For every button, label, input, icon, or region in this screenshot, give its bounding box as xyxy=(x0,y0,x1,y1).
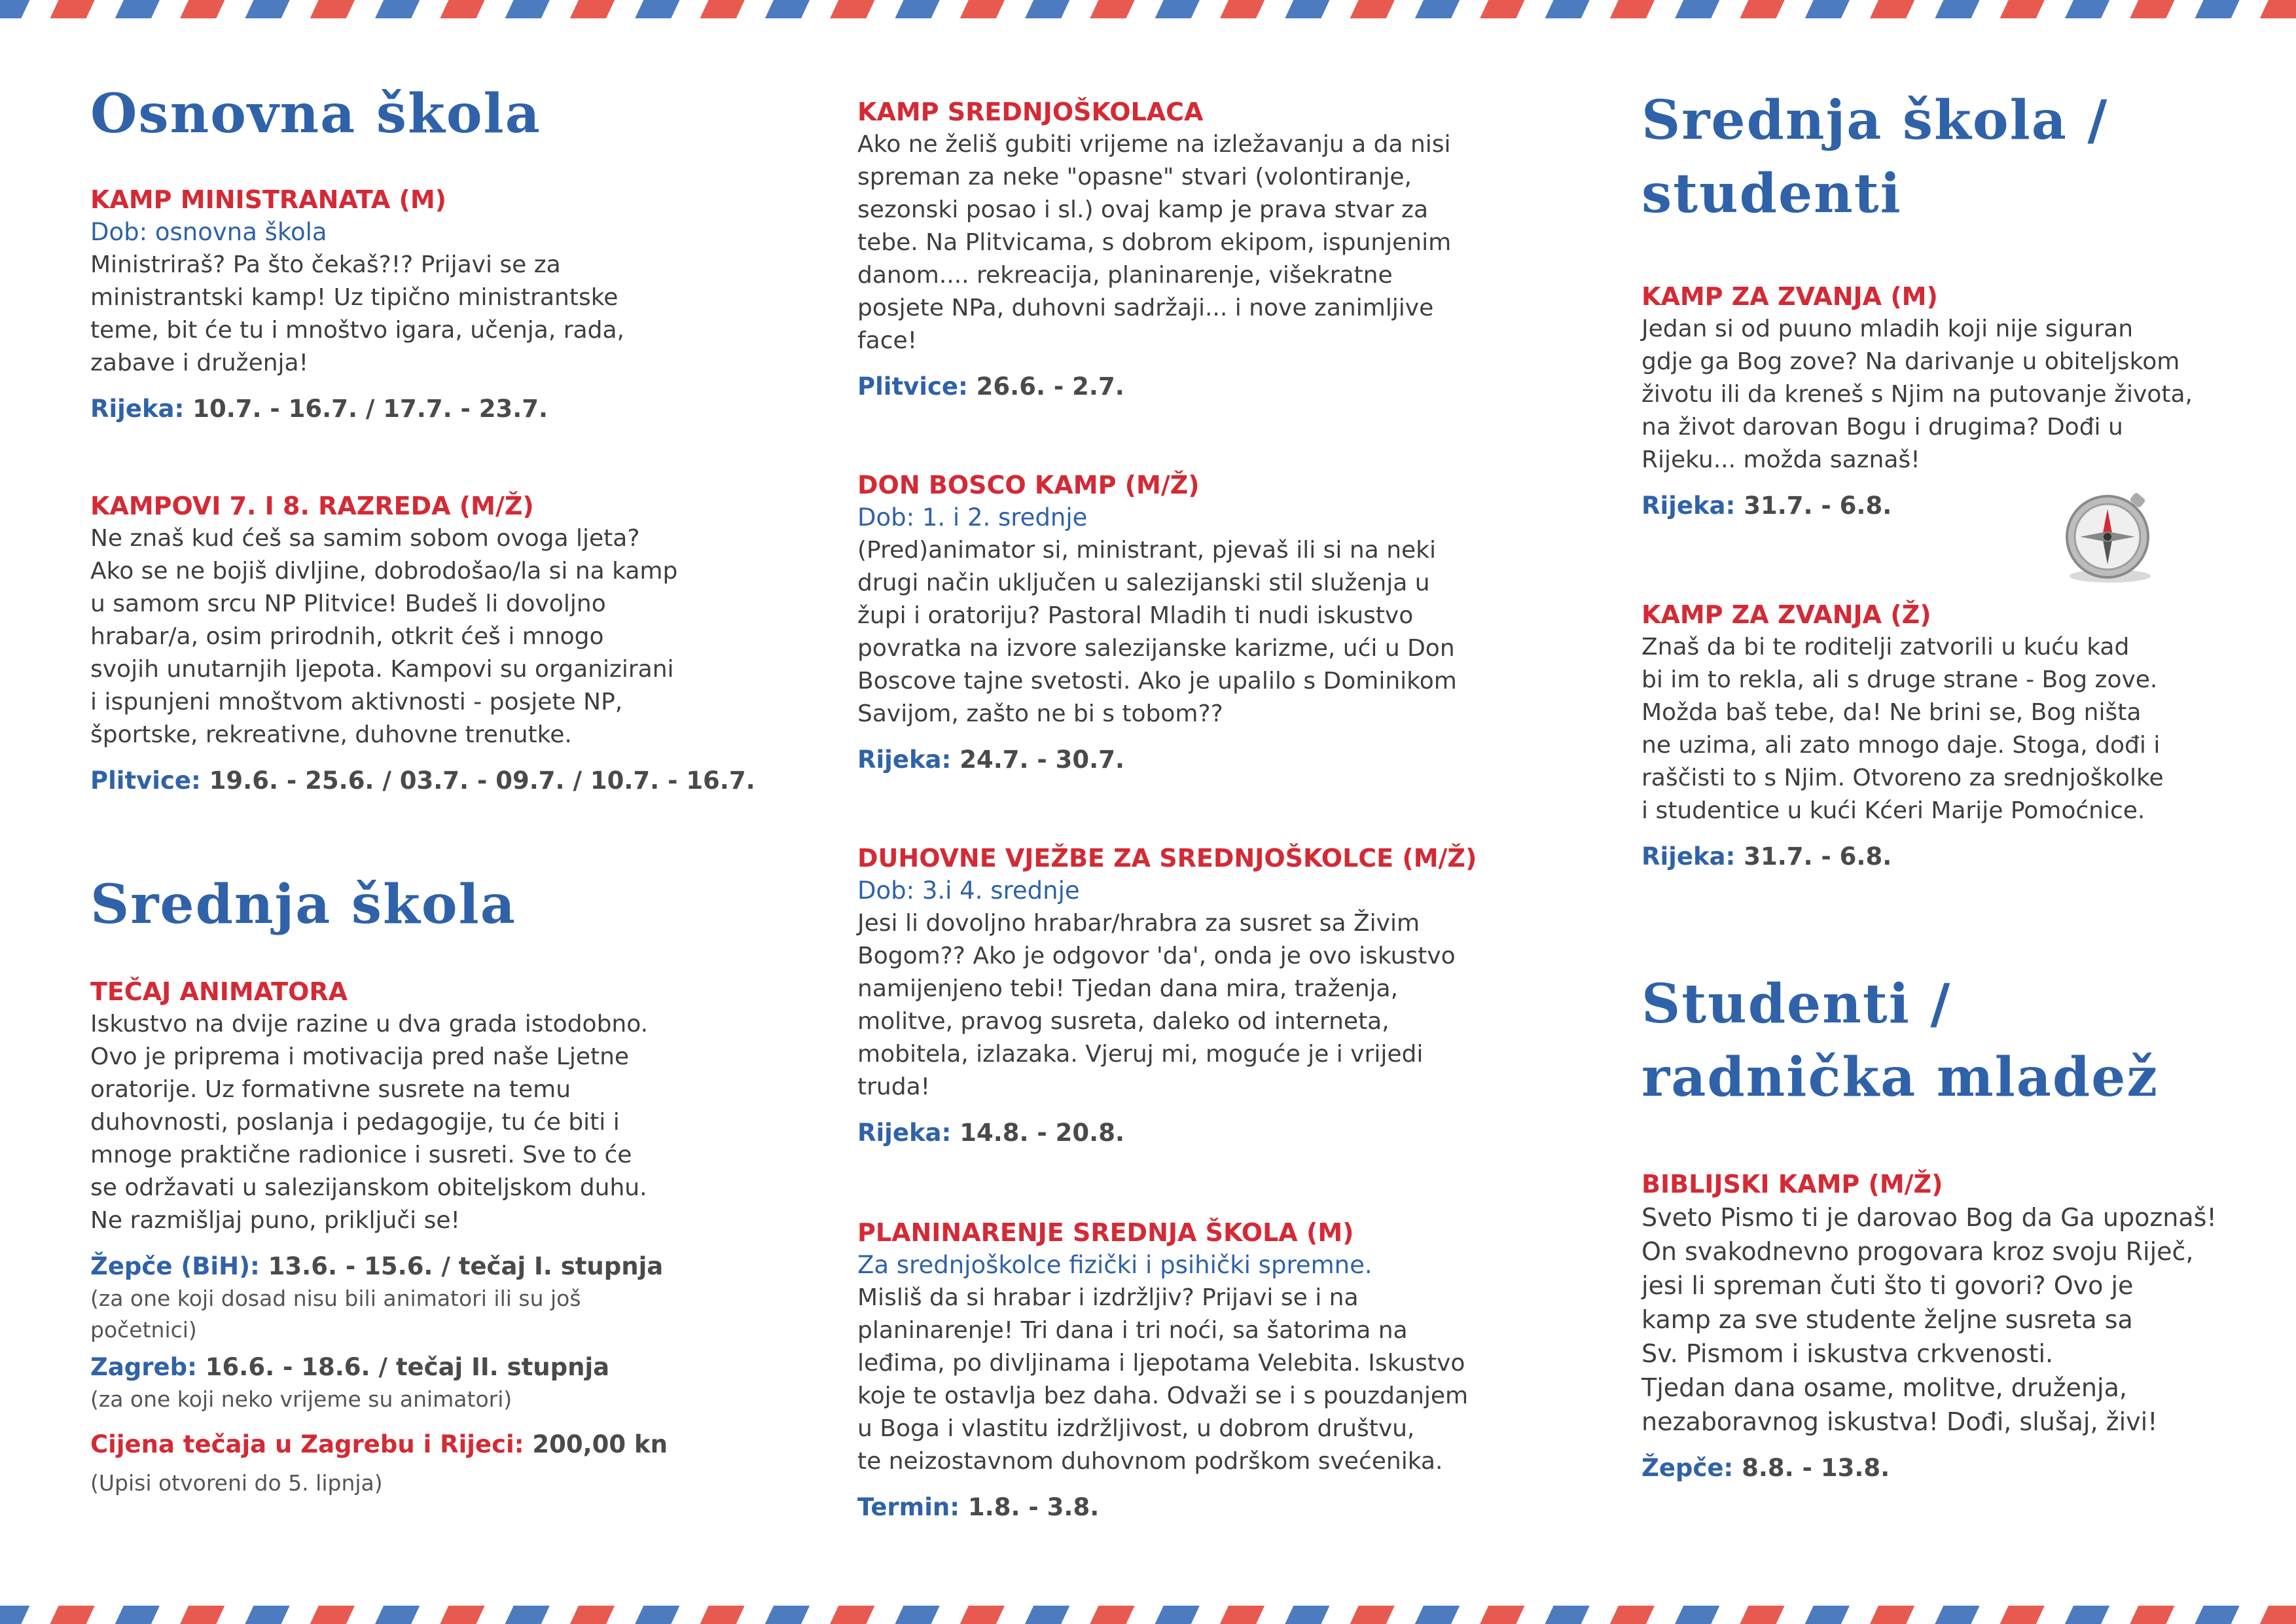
camp-date-range: 10.7. - 16.7. / 17.7. - 23.7. xyxy=(184,395,548,423)
camp-zvanja-z xyxy=(1641,598,2231,873)
camp-location: Žepče: xyxy=(1641,1454,1734,1482)
price-value: 200,00 kn xyxy=(524,1430,668,1458)
camp-dates xyxy=(857,744,1486,776)
camp-tecaj-animatora xyxy=(90,975,719,1499)
camp-don-bosco xyxy=(857,469,1486,776)
camp-dates xyxy=(857,1491,1486,1524)
camp-location: Zagreb: xyxy=(90,1353,197,1381)
camp-age: Dob: 1. i 2. srednje xyxy=(857,503,1088,532)
camp-date-range: 16.6. - 18.6. / tečaj II. stupnja xyxy=(196,1353,610,1381)
camp-description: Znaš da bi te roditelji zatvorili u kuću kad bi im to rekla, ali s druge strane - Bog zove. Možda baš tebe, da! Ne brini se, Bog ništa ne uzima, ali zato mnogo daje. Stoga, dođi i raščisti to s Njim. Otvoreno za srednjoškolke i studentice u kući Kćeri Marije Pomoćnice. xyxy=(1641,634,2164,824)
section-title-srednja: Srednja škola xyxy=(90,873,516,936)
camp-location: Žepče (BiH): xyxy=(90,1252,260,1280)
camp-date-range: 13.6. - 15.6. / tečaj I. stupnja xyxy=(259,1252,664,1280)
camp-dates-zagreb xyxy=(90,1351,719,1384)
camp-heading: BIBLIJSKI KAMP (M/Ž) xyxy=(1641,1170,1943,1199)
camp-date-range: 14.8. - 20.8. xyxy=(951,1119,1125,1147)
camp-location: Rijeka: xyxy=(90,395,185,423)
camp-zvanja-m xyxy=(1641,280,2231,522)
airmail-border-top xyxy=(0,0,2296,18)
camp-location: Rijeka: xyxy=(857,746,952,774)
camp-dates xyxy=(1641,1452,2231,1485)
camp-description: Iskustvo na dvije razine u dva grada istodobno. Ovo je priprema i motivacija pred naše Ljetne oratorije. Uz formativne susrete na temu duhovnosti, poslanja i pedagogije, tu će biti i mnoge praktične radionice i susreti. Sve to će se održavati u salezijanskom obiteljskom duhu. Ne razmišljaj puno, priključi se! xyxy=(90,1011,649,1234)
section-title-srednja-studenti: Srednja škola / studenti xyxy=(1641,89,2109,225)
camp-note: (Upisi otvoreni do 5. lipnja) xyxy=(90,1470,383,1496)
camp-heading: TEČAJ ANIMATORA xyxy=(90,977,348,1006)
camp-biblijski xyxy=(1641,1168,2231,1485)
airmail-border-bottom xyxy=(0,1606,2296,1624)
camp-planinarenje xyxy=(857,1216,1486,1524)
camp-date-range: 8.8. - 13.8. xyxy=(1733,1454,1890,1482)
camp-dates xyxy=(90,765,755,797)
price-label: Cijena tečaja u Zagrebu i Rijeci: xyxy=(90,1430,524,1458)
camp-age: Za srednjoškolce fizički i psihički spremne. xyxy=(857,1251,1372,1279)
camp-location: Rijeka: xyxy=(1641,492,1736,520)
camp-date-range: 26.6. - 2.7. xyxy=(967,372,1124,401)
compass-icon xyxy=(2053,490,2164,588)
camp-description: Ako ne želiš gubiti vrijeme na izležavanju a da nisi spreman za neke "opasne" stvari (volontiranje, sezonski posao i sl.) ovaj kamp je prava stvar za tebe. Na Plitvicama, s dobrom ekipom, ispunjenim danom.... rekreacija, planinarenje, višekratne posjete NPa, duhovni sadržaji... i nove zanimljive face! xyxy=(857,131,1452,354)
camp-srednjoskolaca xyxy=(857,96,1486,403)
camp-heading: KAMP MINISTRANATA (M) xyxy=(90,185,447,214)
camp-date-range: 1.8. - 3.8. xyxy=(960,1493,1100,1521)
camp-7-8-razred xyxy=(90,490,755,797)
camp-heading: PLANINARENJE SREDNJA ŠKOLA (M) xyxy=(857,1218,1354,1247)
camp-age: Dob: 3.i 4. srednje xyxy=(857,876,1080,905)
camp-heading: KAMPOVI 7. I 8. RAZREDA (M/Ž) xyxy=(90,492,534,520)
section-title-studenti: Studenti / radnička mladež xyxy=(1641,973,2159,1109)
camp-duhovne-vjezbe xyxy=(857,842,1486,1149)
camp-location: Plitvice: xyxy=(857,372,968,401)
camp-description: Sveto Pismo ti je darovao Bog da Ga upoznaš! On svakodnevno progovara kroz svoju Riječ, jesi li spreman čuti što ti govori? Ovo je kamp za sve studente željne susreta sa Sv. Pismom i iskustva crkvenosti. Tjedan dana osame, molitve, druženja, nezaboravnog iskustva! Dođi, slušaj, živi! xyxy=(1641,1203,2217,1436)
camp-description: Jesi li dovoljno hrabar/hrabra za susret sa Živim Bogom?? Ako je odgovor 'da', onda je ovo iskustvo namijenjeno tebi! Tjedan dana mira, traženja, molitve, pravog susreta, daleko od interneta, mobitela, izlazaka. Vjeruj mi, moguće je i vrijedi truda! xyxy=(857,910,1456,1100)
camp-date-range: 31.7. - 6.8. xyxy=(1735,842,1892,871)
camp-date-range: 19.6. - 25.6. / 03.7. - 09.7. / 10.7. - 16.7. xyxy=(200,767,755,795)
camp-price xyxy=(90,1428,719,1461)
camp-heading: KAMP ZA ZVANJA (Ž) xyxy=(1641,600,1931,629)
camp-age: Dob: osnovna škola xyxy=(90,218,327,246)
camp-date-range: 31.7. - 6.8. xyxy=(1735,492,1892,520)
camp-note: (za one koji neko vrijeme su animatori) xyxy=(90,1386,512,1412)
section-title-osnovna: Osnovna škola xyxy=(90,82,541,145)
camp-heading: DON BOSCO KAMP (M/Ž) xyxy=(857,471,1200,499)
camp-description: Ne znaš kud ćeš sa samim sobom ovoga ljeta? Ako se ne bojiš divljine, dobrodošao/la si na kamp u samom srcu NP Plitvice! Budeš li dovoljno hrabar/a, osim prirodnih, otkrit ćeš i mnogo svojih unutarnjih ljepota. Kampovi su organizirani i ispunjeni mnoštvom aktivnosti - posjete NP, športske, rekreativne, duhovne trenutke. xyxy=(90,525,678,748)
camp-heading: KAMP SREDNJOŠKOLACA xyxy=(857,98,1204,126)
camp-heading: DUHOVNE VJEŽBE ZA SREDNJOŠKOLCE (M/Ž) xyxy=(857,844,1477,873)
camp-location: Rijeka: xyxy=(1641,842,1736,871)
camp-location: Termin: xyxy=(857,1493,960,1521)
camp-dates xyxy=(90,393,719,425)
camp-ministranti xyxy=(90,183,719,425)
camp-date-range: 24.7. - 30.7. xyxy=(951,746,1125,774)
camp-note: (za one koji dosad nisu bili animatori ili su još početnici) xyxy=(90,1286,581,1343)
camp-location: Rijeka: xyxy=(857,1119,952,1147)
camp-description: Jedan si od puuno mladih koji nije siguran gdje ga Bog zove? Na darivanje u obiteljskom životu ili da kreneš s Njim na putovanje života, na život darovan Bogu i drugima? Dođi u Rijeku... možda saznaš! xyxy=(1641,316,2193,473)
camp-description: Misliš da si hrabar i izdržljiv? Prijavi se i na planinarenje! Tri dana i tri noći, sa šatorima na leđima, po divljinama i ljepotama Velebita. Iskustvo koje te ostavlja bez daha. Odvaži se i s pouzdanjem u Boga i vlastitu izdržljivost, u dobrom društvu, te neizostavnom duhovnom podrškom svećenika. xyxy=(857,1284,1469,1475)
camp-heading: KAMP ZA ZVANJA (M) xyxy=(1641,282,1938,311)
camp-description: Ministriraš? Pa što čekaš?!? Prijavi se za ministrantski kamp! Uz tipično ministrantske teme, bit će tu i mnoštvo igara, učenja, rada, zabave i druženja! xyxy=(90,251,624,376)
camp-dates-zepce xyxy=(90,1250,719,1283)
camp-dates xyxy=(857,370,1486,403)
camp-location: Plitvice: xyxy=(90,767,201,795)
camp-dates xyxy=(857,1117,1486,1149)
camp-dates xyxy=(1641,840,2231,873)
camp-description: (Pred)animator si, ministrant, pjevaš ili si na neki drugi način uključen u salezijanski stil služenja u župi i oratoriju? Pastoral Mladih ti nudi iskustvo povratka na izvore salezijanske karizme, ući u Don Boscove tajne svetosti. Ako je upalilo s Dominikom Savijom, zašto ne bi s tobom?? xyxy=(857,537,1457,727)
